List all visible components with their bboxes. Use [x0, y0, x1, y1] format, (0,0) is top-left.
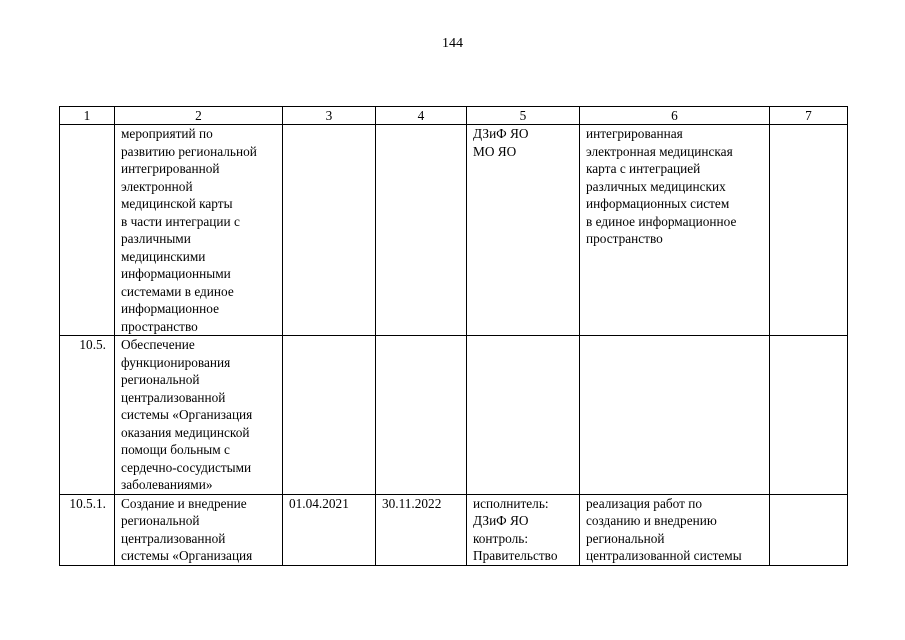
- end-date-cell: [376, 336, 467, 495]
- measure-name-cell: мероприятий по развитию региональной интегрированной электронной медицинской карты в части интеграции с различными медицинскими информационными системами в единое информационное пространство: [115, 125, 283, 336]
- responsible-cell: [467, 336, 580, 495]
- note-cell: [770, 336, 848, 495]
- table-row: [60, 336, 848, 495]
- table-header-row: [60, 107, 848, 125]
- header-cell-5: 5: [467, 107, 580, 125]
- header-cell-7: 7: [770, 107, 848, 125]
- result-cell: интегрированная электронная медицинская карта с интеграцией различных медицинских информационных систем в единое информационное пространство: [580, 125, 770, 336]
- table-row: [60, 125, 848, 336]
- header-cell-4: 4: [376, 107, 467, 125]
- row-number-cell: 10.5.1.: [60, 494, 115, 565]
- table-row: [60, 494, 848, 565]
- row-number-cell: [60, 125, 115, 336]
- row-number-cell: 10.5.: [60, 336, 115, 495]
- measures-table: [59, 106, 848, 566]
- note-cell: [770, 125, 848, 336]
- measure-name-cell: Обеспечение функционирования региональной централизованной системы «Организация оказания медицинской помощи больным с сердечно-сосудистыми заболеваниями»: [115, 336, 283, 495]
- start-date-cell: [283, 125, 376, 336]
- responsible-cell: исполнитель: ДЗиФ ЯО контроль: Правительство: [467, 494, 580, 565]
- header-cell-1: 1: [60, 107, 115, 125]
- result-cell: [580, 336, 770, 495]
- header-cell-6: 6: [580, 107, 770, 125]
- header-cell-3: 3: [283, 107, 376, 125]
- page-number: 144: [442, 36, 463, 51]
- start-date-cell: [283, 336, 376, 495]
- measure-name-cell: Создание и внедрение региональной централизованной системы «Организация: [115, 494, 283, 565]
- result-cell: реализация работ по созданию и внедрению региональной централизованной системы: [580, 494, 770, 565]
- note-cell: [770, 494, 848, 565]
- end-date-cell: [376, 125, 467, 336]
- start-date-cell: 01.04.2021: [283, 494, 376, 565]
- end-date-cell: 30.11.2022: [376, 494, 467, 565]
- responsible-cell: ДЗиФ ЯО МО ЯО: [467, 125, 580, 336]
- header-cell-2: 2: [115, 107, 283, 125]
